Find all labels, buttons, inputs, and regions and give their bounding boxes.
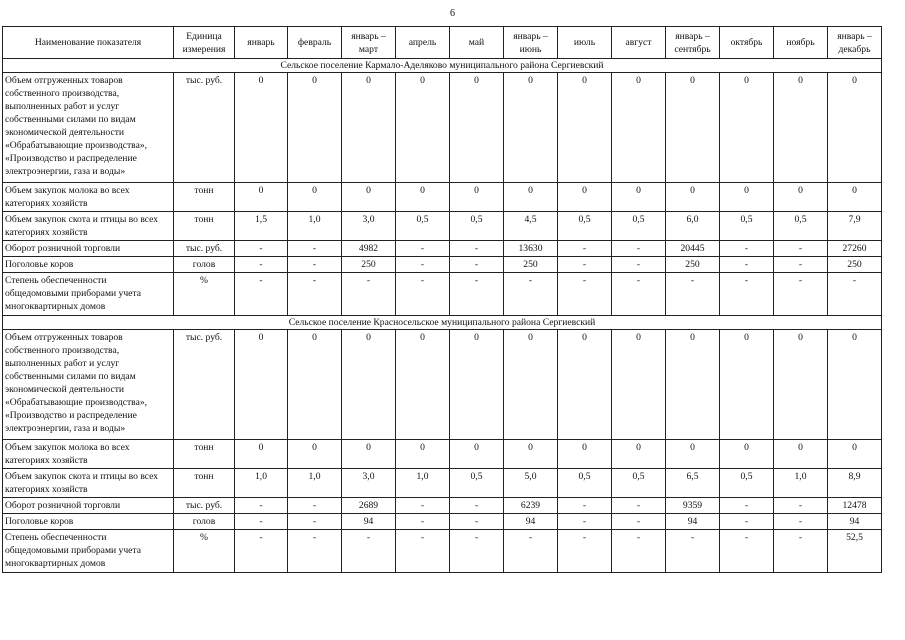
indicator-name: Объем отгруженных товаров собственного производства, выполненных работ и услуг собственными силами по видам экономической деятельности «Обрабатывающие производства», «Производство и распределение электроэнергии, газа и воды» (3, 330, 174, 440)
value-cell: 0 (774, 330, 828, 440)
value-cell: - (288, 530, 342, 573)
table-row (3, 530, 882, 573)
value-cell: - (288, 273, 342, 316)
unit-cell: тонн (174, 469, 235, 498)
unit-cell: тонн (174, 212, 235, 241)
value-cell: - (235, 241, 288, 257)
value-cell: 94 (342, 514, 396, 530)
unit-cell: тыс. руб. (174, 73, 235, 183)
value-cell: - (828, 273, 882, 316)
value-cell: - (235, 273, 288, 316)
header-period: январь – июнь (504, 27, 558, 59)
value-cell: - (396, 241, 450, 257)
value-cell: 0,5 (558, 469, 612, 498)
value-cell: 4,5 (504, 212, 558, 241)
value-cell: 1,0 (396, 469, 450, 498)
table-header (3, 27, 882, 59)
value-cell: - (612, 241, 666, 257)
value-cell: 7,9 (828, 212, 882, 241)
header-period: октябрь (720, 27, 774, 59)
value-cell: 1,0 (774, 469, 828, 498)
header-period: январь – март (342, 27, 396, 59)
indicator-name: Оборот розничной торговли (3, 498, 174, 514)
value-cell: 20445 (666, 241, 720, 257)
header-period: май (450, 27, 504, 59)
value-cell: 0 (612, 183, 666, 212)
value-cell: 250 (342, 257, 396, 273)
value-cell: 0 (720, 330, 774, 440)
value-cell: 250 (666, 257, 720, 273)
table-row (3, 440, 882, 469)
value-cell: - (288, 241, 342, 257)
unit-cell: % (174, 273, 235, 316)
value-cell: 0 (558, 73, 612, 183)
value-cell: 9359 (666, 498, 720, 514)
unit-cell: голов (174, 257, 235, 273)
table-row (3, 241, 882, 257)
indicator-name: Объем закупок скота и птицы во всех категориях хозяйств (3, 469, 174, 498)
value-cell: 0 (612, 73, 666, 183)
value-cell: 0 (666, 330, 720, 440)
value-cell: 3,0 (342, 212, 396, 241)
value-cell: - (342, 273, 396, 316)
section-title: Сельское поселение Кармало-Аделяково муниципального района Сергиевский (3, 59, 882, 73)
value-cell: - (396, 514, 450, 530)
indicator-name: Объем закупок скота и птицы во всех категориях хозяйств (3, 212, 174, 241)
header-period: апрель (396, 27, 450, 59)
value-cell: 0 (666, 183, 720, 212)
value-cell: 0,5 (612, 469, 666, 498)
value-cell: 250 (504, 257, 558, 273)
value-cell: 0 (396, 440, 450, 469)
value-cell: - (235, 530, 288, 573)
value-cell: 0,5 (720, 469, 774, 498)
value-cell: 0 (342, 330, 396, 440)
value-cell: 0 (558, 183, 612, 212)
table-row (3, 73, 882, 183)
value-cell: 0,5 (396, 212, 450, 241)
indicator-name: Объем закупок молока во всех категориях хозяйств (3, 440, 174, 469)
value-cell: 0,5 (450, 469, 504, 498)
value-cell: - (504, 273, 558, 316)
value-cell: 1,0 (288, 469, 342, 498)
table-row (3, 330, 882, 440)
table-row (3, 273, 882, 316)
value-cell: 0 (396, 183, 450, 212)
value-cell: 94 (666, 514, 720, 530)
value-cell: - (450, 257, 504, 273)
value-cell: 0 (288, 330, 342, 440)
value-cell: - (612, 498, 666, 514)
value-cell: - (720, 514, 774, 530)
value-cell: - (450, 514, 504, 530)
indicator-name: Степень обеспеченности общедомовыми приборами учета многоквартирных домов (3, 530, 174, 573)
table-row (3, 514, 882, 530)
table-body (3, 59, 882, 573)
value-cell: - (558, 273, 612, 316)
value-cell: - (666, 530, 720, 573)
value-cell: 0 (828, 440, 882, 469)
value-cell: 4982 (342, 241, 396, 257)
value-cell: 27260 (828, 241, 882, 257)
value-cell: 0,5 (612, 212, 666, 241)
unit-cell: тыс. руб. (174, 241, 235, 257)
value-cell: 0 (504, 183, 558, 212)
value-cell: 0 (450, 73, 504, 183)
value-cell: 52,5 (828, 530, 882, 573)
value-cell: 0 (342, 440, 396, 469)
value-cell: 0 (342, 183, 396, 212)
value-cell: - (396, 530, 450, 573)
header-row (3, 27, 882, 59)
header-name: Наименование показателя (3, 27, 174, 59)
value-cell: 0 (612, 330, 666, 440)
header-period: ноябрь (774, 27, 828, 59)
header-period: август (612, 27, 666, 59)
value-cell: 0 (828, 73, 882, 183)
header-unit: Единица измерения (174, 27, 235, 59)
value-cell: - (720, 241, 774, 257)
value-cell: - (235, 514, 288, 530)
value-cell: - (342, 530, 396, 573)
indicator-name: Поголовье коров (3, 514, 174, 530)
value-cell: 6,5 (666, 469, 720, 498)
value-cell: - (720, 530, 774, 573)
value-cell: - (612, 514, 666, 530)
value-cell: 0 (504, 330, 558, 440)
value-cell: - (504, 530, 558, 573)
value-cell: 13630 (504, 241, 558, 257)
value-cell: - (450, 273, 504, 316)
table-row (3, 498, 882, 514)
value-cell: 0 (828, 330, 882, 440)
value-cell: - (288, 257, 342, 273)
section-title: Сельское поселение Красносельское муниципального района Сергиевский (3, 316, 882, 330)
header-period: январь – сентябрь (666, 27, 720, 59)
value-cell: - (558, 241, 612, 257)
value-cell: - (450, 498, 504, 514)
indicator-name: Оборот розничной торговли (3, 241, 174, 257)
value-cell: 0 (396, 73, 450, 183)
value-cell: 0 (450, 440, 504, 469)
value-cell: 0 (558, 440, 612, 469)
value-cell: 0 (774, 440, 828, 469)
value-cell: - (666, 273, 720, 316)
value-cell: 1,0 (235, 469, 288, 498)
value-cell: 0 (235, 440, 288, 469)
value-cell: 94 (504, 514, 558, 530)
unit-cell: тонн (174, 183, 235, 212)
indicator-table (2, 26, 882, 573)
value-cell: 0 (504, 440, 558, 469)
value-cell: - (235, 498, 288, 514)
unit-cell: голов (174, 514, 235, 530)
value-cell: - (396, 498, 450, 514)
value-cell: 0 (235, 73, 288, 183)
value-cell: 0 (720, 183, 774, 212)
header-period: январь – декабрь (828, 27, 882, 59)
value-cell: 94 (828, 514, 882, 530)
value-cell: - (774, 514, 828, 530)
value-cell: - (720, 498, 774, 514)
unit-cell: тыс. руб. (174, 330, 235, 440)
value-cell: 0 (828, 183, 882, 212)
value-cell: - (774, 530, 828, 573)
value-cell: 0 (450, 183, 504, 212)
value-cell: 0 (666, 440, 720, 469)
section-row (3, 59, 882, 73)
value-cell: 1,0 (288, 212, 342, 241)
value-cell: - (558, 257, 612, 273)
value-cell: - (450, 530, 504, 573)
indicator-name: Объем закупок молока во всех категориях хозяйств (3, 183, 174, 212)
section-row (3, 316, 882, 330)
value-cell: 0 (288, 440, 342, 469)
value-cell: - (774, 241, 828, 257)
unit-cell: тыс. руб. (174, 498, 235, 514)
value-cell: 6239 (504, 498, 558, 514)
header-period: январь (235, 27, 288, 59)
value-cell: 0 (612, 440, 666, 469)
header-period: июль (558, 27, 612, 59)
value-cell: 0 (774, 183, 828, 212)
value-cell: 0 (342, 73, 396, 183)
table-row (3, 183, 882, 212)
value-cell: 0 (396, 330, 450, 440)
value-cell: - (450, 241, 504, 257)
value-cell: - (288, 498, 342, 514)
value-cell: 0 (450, 330, 504, 440)
value-cell: 5,0 (504, 469, 558, 498)
value-cell: 0 (504, 73, 558, 183)
table-row (3, 257, 882, 273)
value-cell: - (774, 498, 828, 514)
value-cell: 2689 (342, 498, 396, 514)
indicator-name: Поголовье коров (3, 257, 174, 273)
value-cell: - (558, 530, 612, 573)
value-cell: - (396, 273, 450, 316)
value-cell: 1,5 (235, 212, 288, 241)
value-cell: 250 (828, 257, 882, 273)
value-cell: 0 (720, 73, 774, 183)
value-cell: 0 (288, 73, 342, 183)
value-cell: 0 (288, 183, 342, 212)
value-cell: 0 (774, 73, 828, 183)
value-cell: - (774, 257, 828, 273)
indicator-name: Объем отгруженных товаров собственного производства, выполненных работ и услуг собственными силами по видам экономической деятельности «Обрабатывающие производства», «Производство и распределение электроэнергии, газа и воды» (3, 73, 174, 183)
value-cell: 6,0 (666, 212, 720, 241)
value-cell: - (558, 498, 612, 514)
value-cell: - (235, 257, 288, 273)
value-cell: - (612, 530, 666, 573)
header-period: февраль (288, 27, 342, 59)
value-cell: - (720, 257, 774, 273)
indicator-name: Степень обеспеченности общедомовыми приборами учета многоквартирных домов (3, 273, 174, 316)
value-cell: 12478 (828, 498, 882, 514)
value-cell: - (720, 273, 774, 316)
value-cell: - (774, 273, 828, 316)
value-cell: 0,5 (558, 212, 612, 241)
value-cell: 0 (558, 330, 612, 440)
page-number: 6 (450, 8, 455, 19)
value-cell: 8,9 (828, 469, 882, 498)
value-cell: - (612, 273, 666, 316)
value-cell: 0,5 (450, 212, 504, 241)
value-cell: - (612, 257, 666, 273)
table-row (3, 469, 882, 498)
value-cell: - (396, 257, 450, 273)
table-row (3, 212, 882, 241)
value-cell: 0 (235, 330, 288, 440)
value-cell: 0,5 (774, 212, 828, 241)
value-cell: 0,5 (720, 212, 774, 241)
value-cell: 0 (720, 440, 774, 469)
value-cell: - (558, 514, 612, 530)
value-cell: 0 (666, 73, 720, 183)
unit-cell: % (174, 530, 235, 573)
unit-cell: тонн (174, 440, 235, 469)
value-cell: 3,0 (342, 469, 396, 498)
value-cell: 0 (235, 183, 288, 212)
value-cell: - (288, 514, 342, 530)
